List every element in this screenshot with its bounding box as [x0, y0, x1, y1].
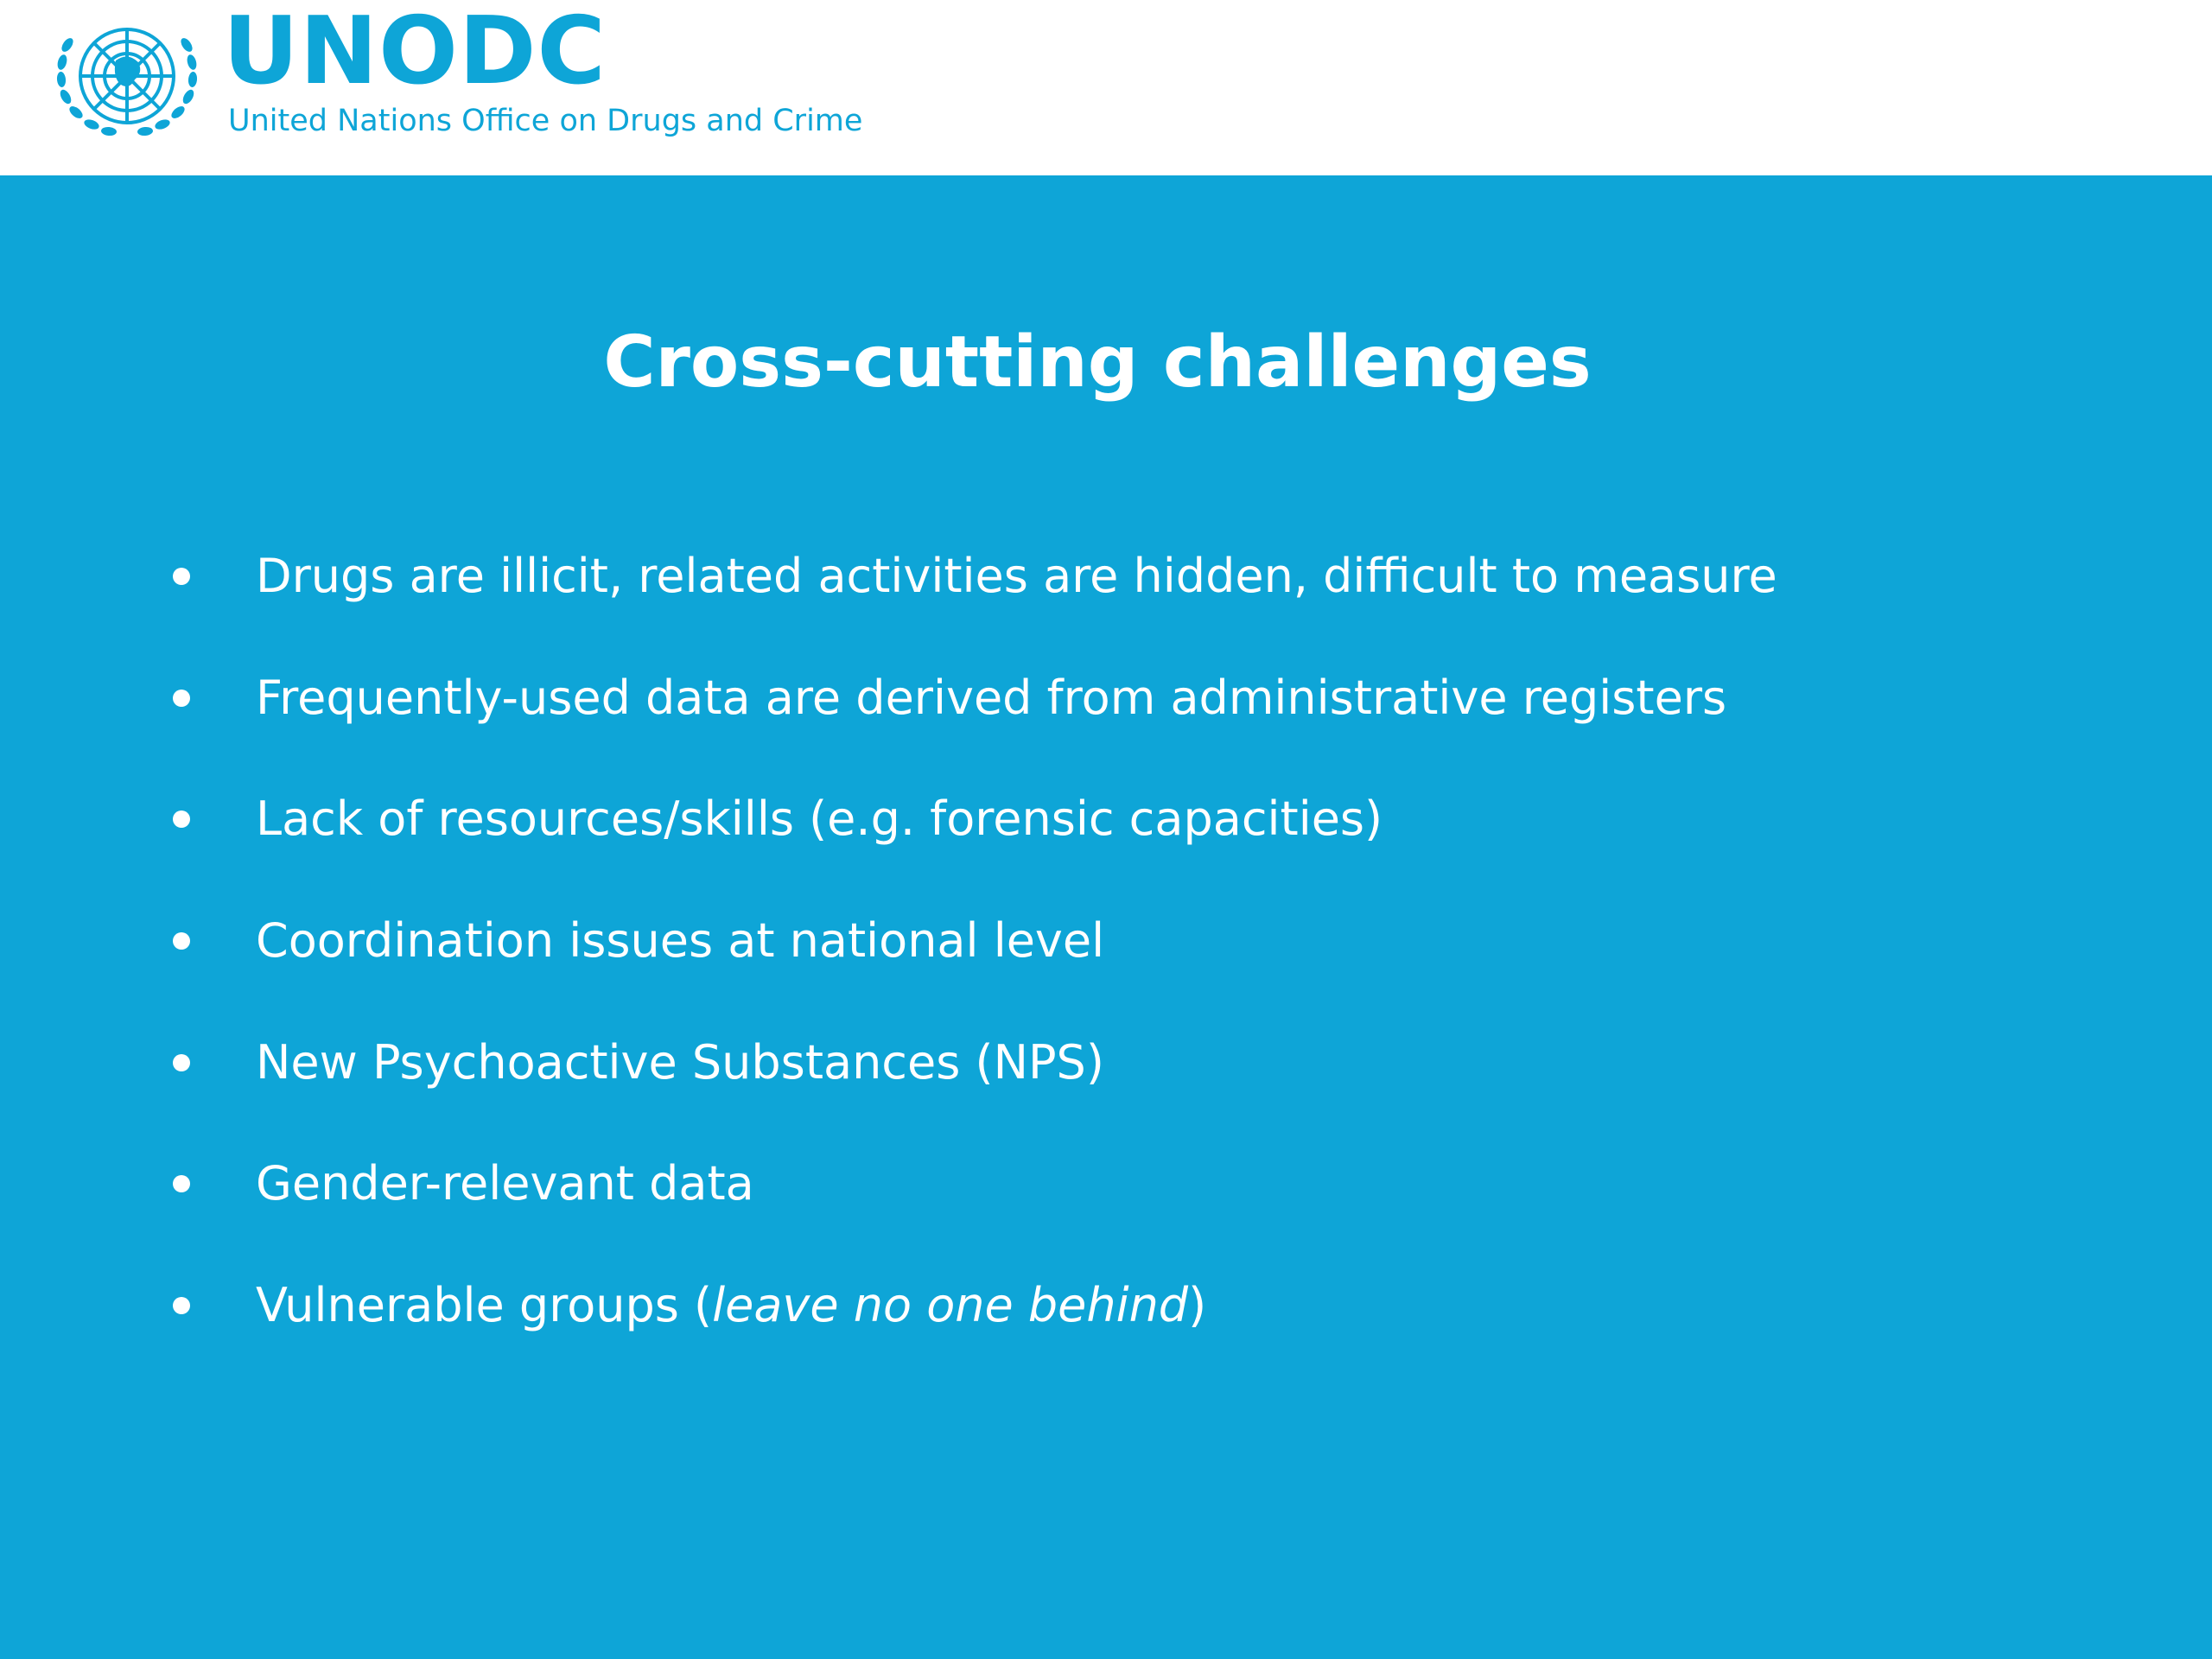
bullet-text: Gender-relevant data — [256, 1156, 754, 1211]
bullet-item — [0, 780, 1901, 858]
bullet-text-before: Vulnerable groups ( — [256, 1278, 713, 1332]
bullet-item — [0, 1145, 1901, 1223]
bullet-item — [0, 902, 1901, 980]
bullet-text — [256, 1267, 1206, 1344]
bullet-dot-icon — [173, 1175, 190, 1192]
bullet-item — [0, 659, 1901, 737]
bullet-text-italic: leave no one behind — [712, 1278, 1189, 1332]
bullet-text: Frequently-used data are derived from administrative registers — [256, 671, 1727, 725]
bullet-item — [0, 1024, 1901, 1102]
bullet-item — [0, 537, 1901, 615]
bullet-dot-icon — [173, 810, 190, 828]
brand-name: UNODC — [223, 0, 607, 105]
bullet-dot-icon — [173, 1297, 190, 1314]
bullet-text: Drugs are illicit, related activities are hidden, difficult to measure — [256, 549, 1777, 603]
bullet-dot-icon — [173, 690, 190, 707]
bullet-item — [0, 1267, 1901, 1344]
slide-title: Cross-cutting challenges — [603, 321, 1592, 404]
bullet-text: Lack of resources/skills (e.g. forensic capacities) — [256, 791, 1383, 846]
bullet-dot-icon — [173, 1054, 190, 1071]
bullet-text: New Psychoactive Substances (NPS) — [256, 1035, 1104, 1090]
bullet-dot-icon — [173, 568, 190, 585]
brand-subtitle: United Nations Office on Drugs and Crime — [228, 104, 863, 138]
bullet-dot-icon — [173, 932, 190, 950]
bullet-text-after: ) — [1188, 1278, 1207, 1332]
bullet-text: Coordination issues at national level — [256, 913, 1105, 968]
